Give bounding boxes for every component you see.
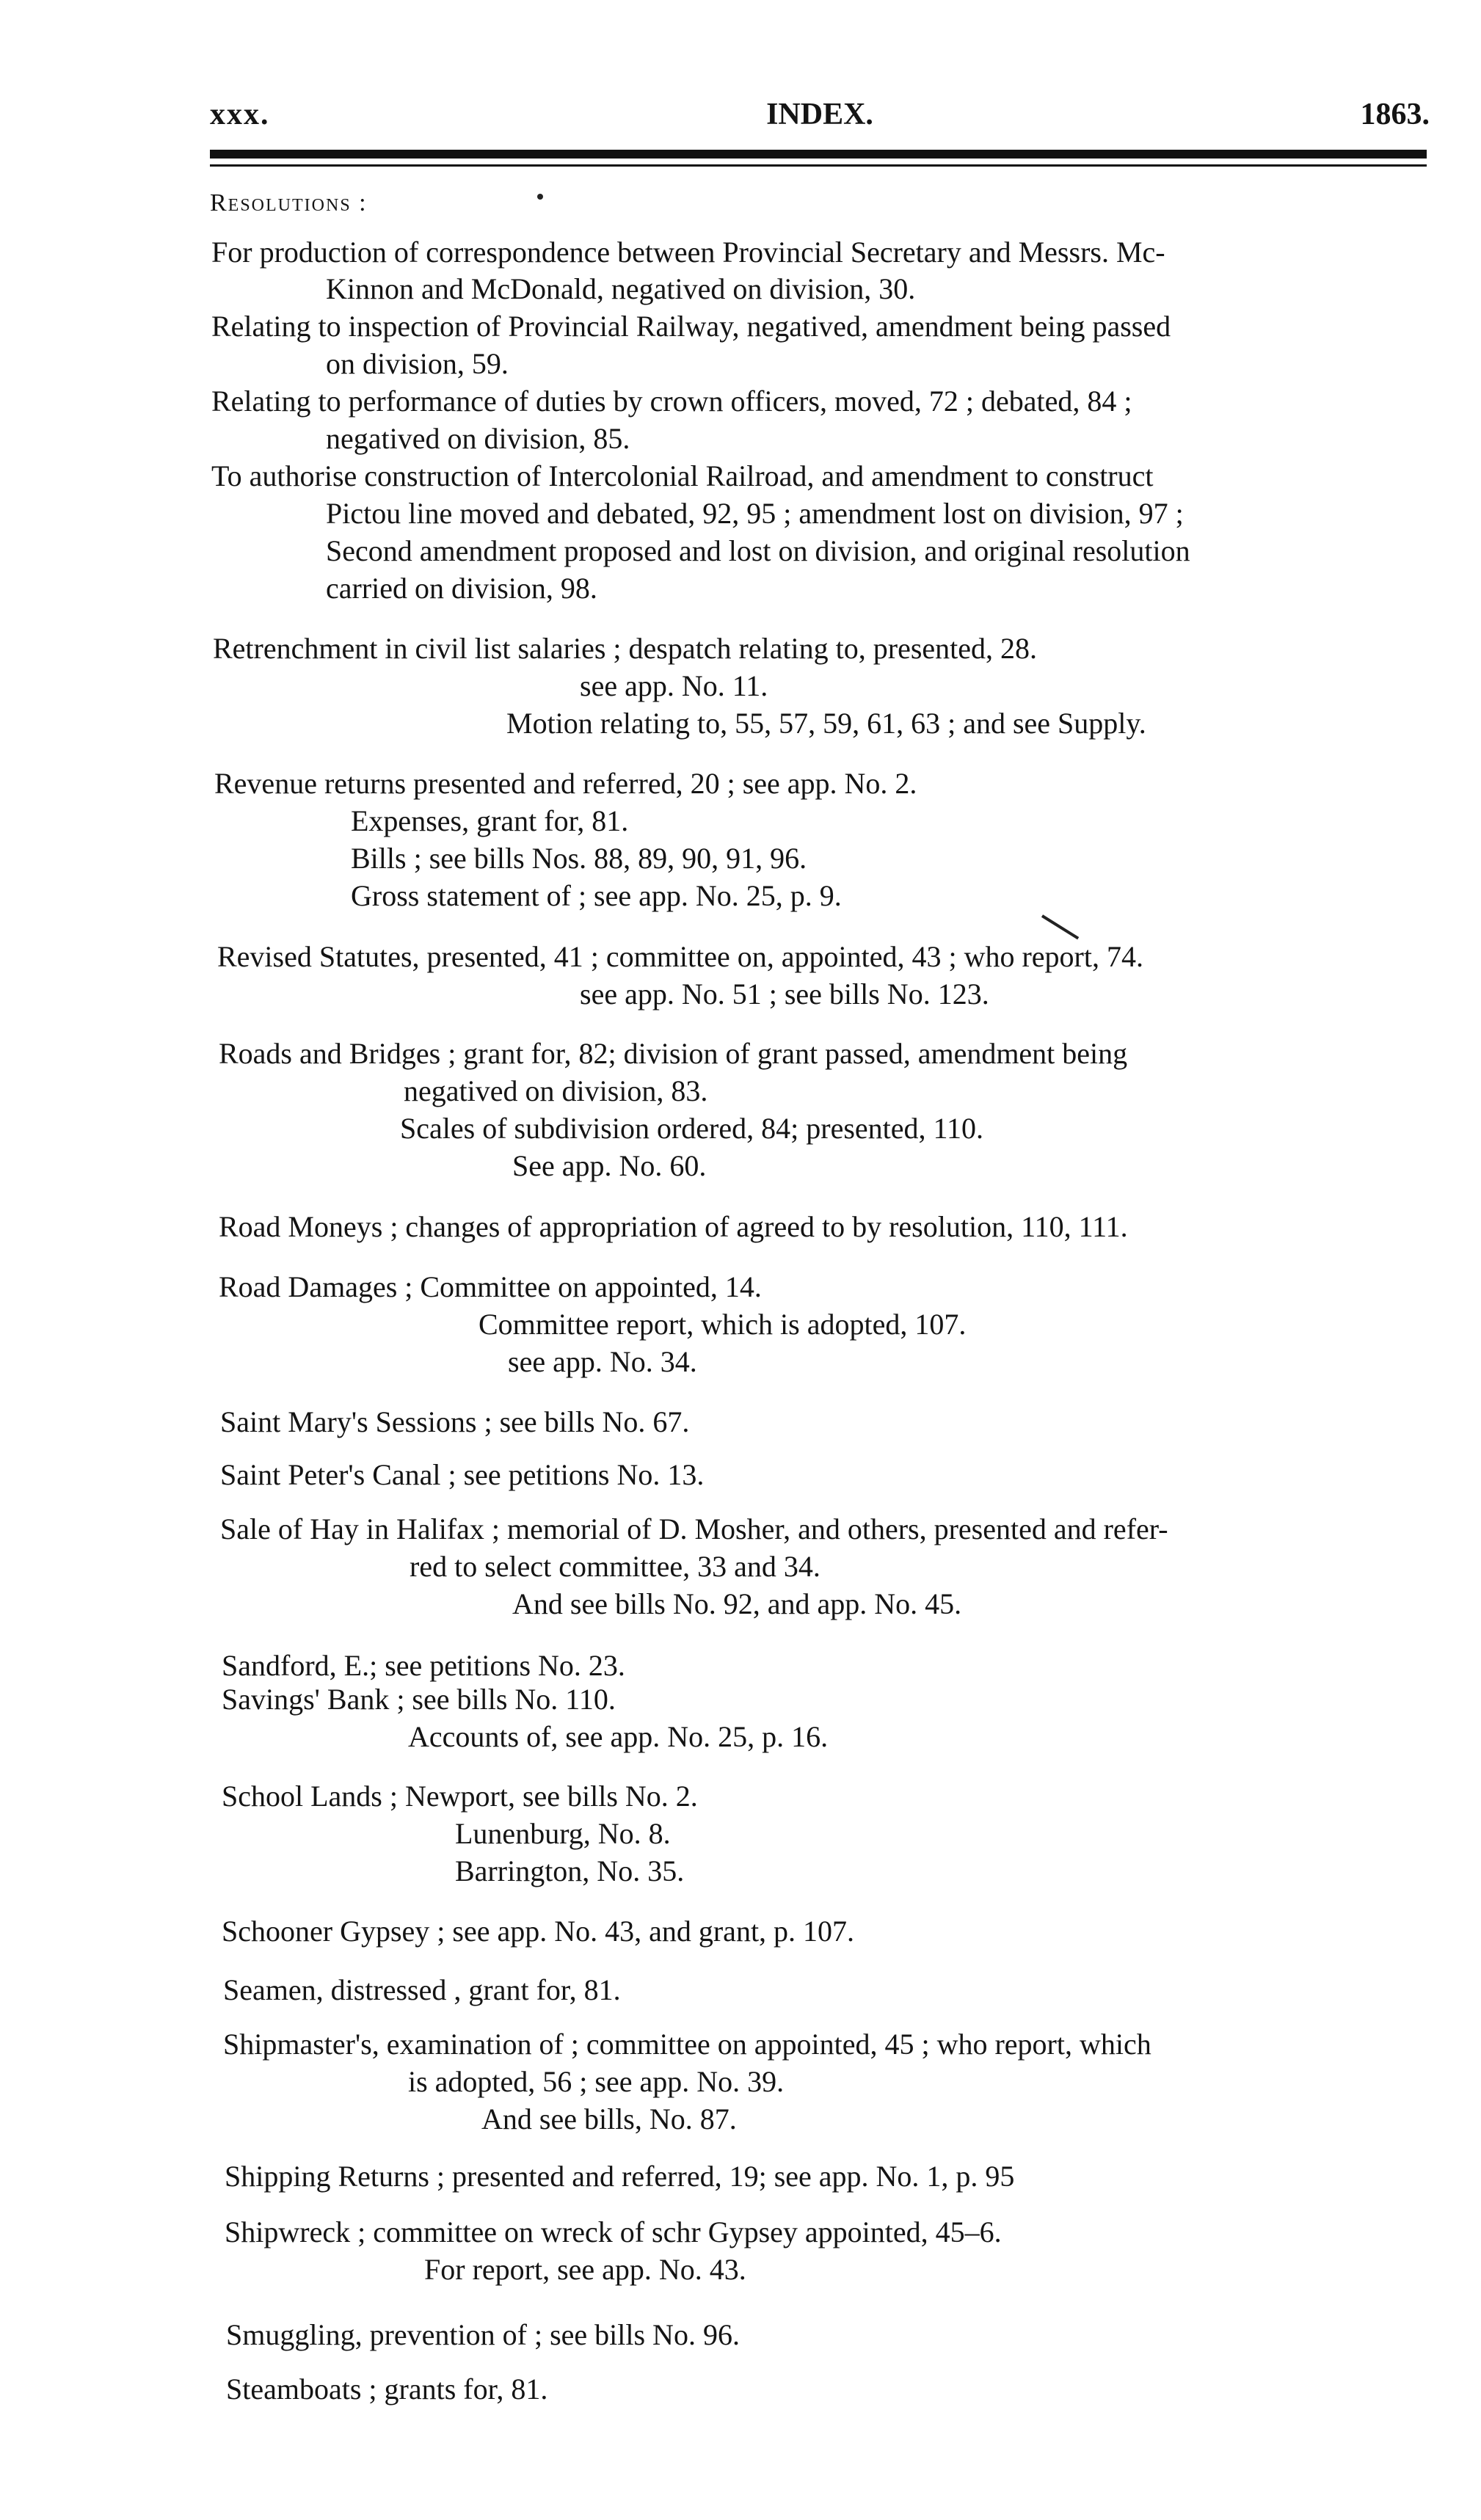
index-entry-line: For production of correspondence between Provincial Secretary and Messrs. Mc-	[211, 236, 1165, 269]
index-continuation-line: Scales of subdivision ordered, 84; presented, 110.	[400, 1112, 984, 1145]
index-continuation-line: Gross statement of ; see app. No. 25, p. 9.	[351, 879, 842, 912]
index-continuation-line: see app. No. 51 ; see bills No. 123.	[580, 977, 989, 1010]
pencil-tick-mark	[1041, 914, 1079, 939]
index-entry-line: Roads and Bridges ; grant for, 82; division of grant passed, amendment being	[219, 1037, 1128, 1070]
index-continuation-line: negatived on division, 83.	[404, 1074, 708, 1107]
index-continuation-line: Lunenburg, No. 8.	[455, 1817, 671, 1850]
index-continuation-line: Second amendment proposed and lost on division, and original resolution	[326, 534, 1190, 567]
index-entry-line: Relating to inspection of Provincial Railway, negatived, amendment being passed	[211, 310, 1171, 343]
index-entry-line: Savings' Bank ; see bills No. 110.	[222, 1683, 616, 1716]
index-continuation-line: And see bills No. 92, and app. No. 45.	[512, 1587, 962, 1620]
section-heading: Resolutions :	[210, 189, 368, 216]
index-entry-line: Seamen, distressed , grant for, 81.	[223, 1973, 621, 2006]
index-entry-line: School Lands ; Newport, see bills No. 2.	[222, 1780, 698, 1813]
index-entry-line: Sale of Hay in Halifax ; memorial of D. Mosher, and others, presented and refer-	[220, 1512, 1168, 1545]
index-entry-line: Revised Statutes, presented, 41 ; committee on, appointed, 43 ; who report, 74.	[217, 940, 1143, 973]
stray-mark	[537, 194, 543, 200]
index-continuation-line: red to select committee, 33 and 34.	[410, 1550, 820, 1583]
index-continuation-line: see app. No. 11.	[580, 669, 768, 702]
header-rule-thin	[210, 164, 1427, 167]
index-continuation-line: negatived on division, 85.	[326, 422, 630, 455]
index-continuation-line: Accounts of, see app. No. 25, p. 16.	[408, 1720, 829, 1753]
index-continuation-line: And see bills, No. 87.	[481, 2102, 737, 2135]
page-number-roman: xxx.	[210, 98, 270, 131]
index-continuation-line: Bills ; see bills Nos. 88, 89, 90, 91, 96.	[351, 842, 807, 875]
index-entry-line: Road Damages ; Committee on appointed, 14.	[219, 1270, 762, 1303]
index-continuation-line: Expenses, grant for, 81.	[351, 804, 629, 837]
index-continuation-line: Pictou line moved and debated, 92, 95 ; amendment lost on division, 97 ;	[326, 497, 1184, 530]
index-entry-line: Shipping Returns ; presented and referred, 19; see app. No. 1, p. 95	[225, 2160, 1015, 2193]
index-continuation-line: For report, see app. No. 43.	[424, 2253, 746, 2286]
index-entry-line: Schooner Gypsey ; see app. No. 43, and grant, p. 107.	[222, 1915, 855, 1948]
index-entry-line: Steamboats ; grants for, 81.	[226, 2372, 548, 2406]
index-entry-line: Saint Peter's Canal ; see petitions No. 13.	[220, 1458, 705, 1491]
year: 1863.	[1360, 98, 1430, 131]
page-header	[210, 91, 1430, 138]
running-title: INDEX.	[766, 98, 873, 131]
index-continuation-line: Motion relating to, 55, 57, 59, 61, 63 ; and see Supply.	[506, 707, 1146, 740]
index-entry-line: Retrenchment in civil list salaries ; despatch relating to, presented, 28.	[213, 632, 1038, 665]
index-entry-line: Shipwreck ; committee on wreck of schr Gypsey appointed, 45–6.	[225, 2215, 1002, 2248]
index-continuation-line: is adopted, 56 ; see app. No. 39.	[408, 2065, 785, 2098]
index-continuation-line: See app. No. 60.	[512, 1149, 707, 1182]
index-continuation-line: see app. No. 34.	[508, 1345, 697, 1378]
index-entry-line: Road Moneys ; changes of appropriation of agreed to by resolution, 110, 111.	[219, 1210, 1128, 1243]
index-entry-line: To authorise construction of Intercolonial Railroad, and amendment to construct	[211, 459, 1154, 492]
index-continuation-line: Kinnon and McDonald, negatived on division, 30.	[326, 272, 916, 305]
index-continuation-line: on division, 59.	[326, 347, 509, 380]
index-continuation-line: Barrington, No. 35.	[455, 1854, 685, 1887]
index-entry-line: Revenue returns presented and referred, 20 ; see app. No. 2.	[214, 767, 917, 800]
index-continuation-line: Committee report, which is adopted, 107.	[478, 1308, 967, 1341]
header-rule-thick	[210, 150, 1427, 159]
index-entry-line: Smuggling, prevention of ; see bills No. 96.	[226, 2318, 740, 2351]
index-entry-line: Sandford, E.; see petitions No. 23.	[222, 1649, 625, 1682]
index-entry-line: Shipmaster's, examination of ; committee on appointed, 45 ; who report, which	[223, 2028, 1151, 2061]
index-continuation-line: carried on division, 98.	[326, 572, 597, 605]
index-entry-line: Relating to performance of duties by crown officers, moved, 72 ; debated, 84 ;	[211, 385, 1132, 418]
index-entry-line: Saint Mary's Sessions ; see bills No. 67.	[220, 1405, 690, 1438]
